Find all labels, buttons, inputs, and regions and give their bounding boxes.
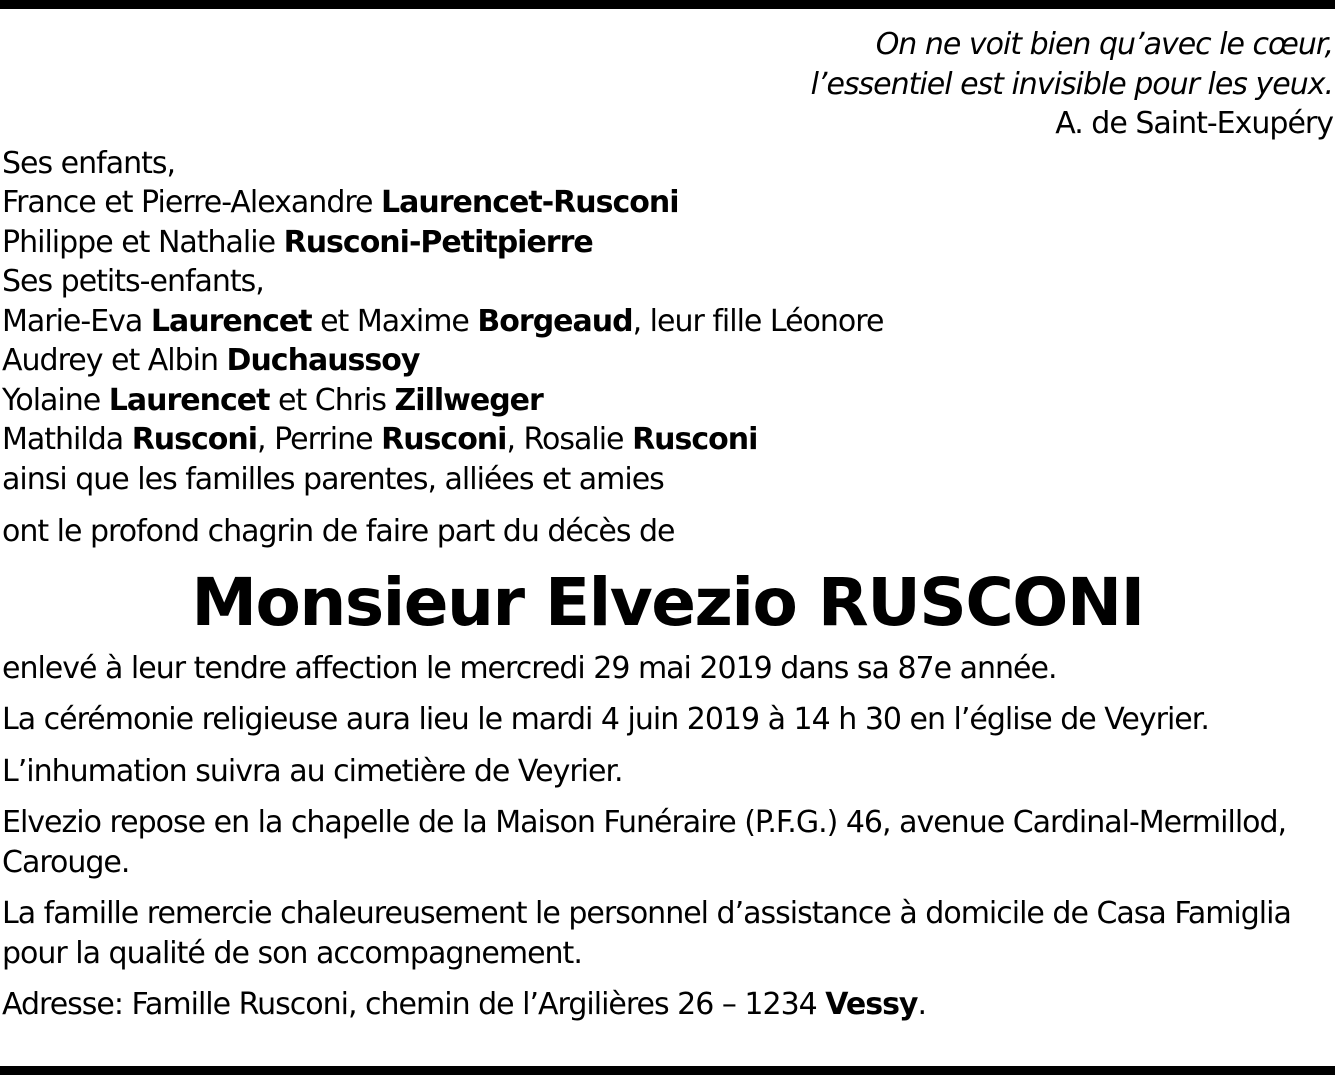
announcement-line: ont le profond chagrin de faire part du décès de bbox=[2, 514, 675, 549]
ceremony-details: La cérémonie religieuse aura lieu le mardi 4 juin 2019 à 14 h 30 en l’église de Veyrier. bbox=[2, 702, 1209, 737]
family-list bbox=[2, 144, 1333, 500]
epigraph-quote bbox=[2, 25, 1333, 144]
surname: Duchaussoy bbox=[226, 343, 420, 378]
grandchildren-heading: Ses petits-enfants, bbox=[2, 264, 264, 299]
family-line-grandchild-1: Marie-Eva Laurencet et Maxime Borgeaud, leur fille Léonore bbox=[2, 303, 884, 339]
address-city: Vessy bbox=[825, 987, 918, 1022]
top-border-rule bbox=[0, 0, 1335, 9]
family-address: Adresse: Famille Rusconi, chemin de l’Argilières 26 – 1234 Vessy. bbox=[2, 987, 927, 1022]
family-line-grandchild-3: Yolaine Laurencet et Chris Zillweger bbox=[2, 382, 543, 418]
family-line-child-2: Philippe et Nathalie Rusconi-Petitpierre bbox=[2, 224, 593, 260]
quote-author: A. de Saint-Exupéry bbox=[1055, 106, 1333, 141]
surname: Rusconi bbox=[131, 422, 258, 457]
surname: Zillweger bbox=[394, 382, 543, 418]
surname: Rusconi-Petitpierre bbox=[283, 224, 593, 260]
surname: Borgeaud bbox=[477, 303, 633, 339]
family-line-child-1: France et Pierre-Alexandre Laurencet-Rusconi bbox=[2, 185, 679, 220]
surname: Laurencet bbox=[150, 303, 312, 339]
surname: Laurencet bbox=[108, 382, 270, 418]
quote-line-1: On ne voit bien qu’avec le cœur, bbox=[875, 27, 1333, 62]
surname: Laurencet-Rusconi bbox=[381, 185, 679, 220]
family-line-grandchild-4: Mathilda Rusconi, Perrine Rusconi, Rosalie Rusconi bbox=[2, 422, 758, 457]
burial-details: L’inhumation suivra au cimetière de Veyrier. bbox=[2, 753, 623, 789]
extended-family-line: ainsi que les familles parentes, alliées et amies bbox=[2, 461, 664, 497]
thanks-details: La famille remercie chaleureusement le personnel d’assistance à domicile de Casa Famiglia pour la qualité de son accompagnement. bbox=[2, 896, 1291, 971]
deceased-name: Monsieur Elvezio RUSCONI bbox=[191, 563, 1144, 641]
obituary-notice bbox=[2, 25, 1333, 1025]
death-details: enlevé à leur tendre affection le mercredi 29 mai 2019 dans sa 87e année. bbox=[2, 650, 1057, 686]
surname: Rusconi bbox=[632, 422, 758, 457]
bottom-border-rule bbox=[0, 1066, 1335, 1075]
quote-line-2: l’essentiel est invisible pour les yeux. bbox=[810, 66, 1333, 102]
resting-place-details: Elvezio repose en la chapelle de la Maison Funéraire (P.F.G.) 46, avenue Cardinal-Mermillod, Carouge. bbox=[2, 805, 1287, 880]
children-heading: Ses enfants, bbox=[2, 145, 176, 181]
notice-details bbox=[2, 649, 1333, 1025]
family-line-grandchild-2: Audrey et Albin Duchaussoy bbox=[2, 343, 420, 378]
surname: Rusconi bbox=[381, 422, 507, 457]
